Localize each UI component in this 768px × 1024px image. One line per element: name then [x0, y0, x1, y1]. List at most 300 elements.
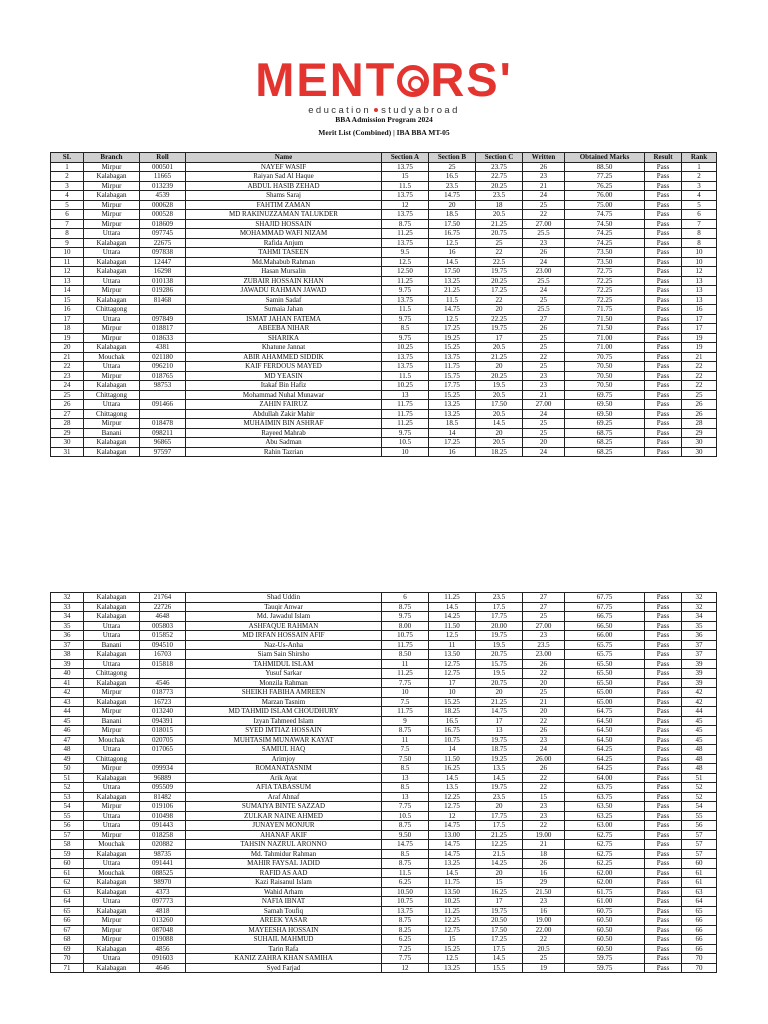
table-cell: 70.50 [565, 362, 645, 372]
table-cell: 018015 [140, 726, 186, 736]
table-cell: 9.75 [382, 286, 429, 296]
table-cell: 27.00 [523, 219, 565, 229]
table-cell: 76.25 [565, 181, 645, 191]
table-cell: 13 [682, 286, 717, 296]
table-cell: Pass [645, 602, 682, 612]
table-cell [140, 390, 186, 400]
table-cell: 13.75 [429, 352, 476, 362]
table-row [51, 963, 717, 973]
table-cell: 38 [51, 650, 84, 660]
table-cell: 097849 [140, 314, 186, 324]
table-cell: 11.50 [429, 621, 476, 631]
table-cell: Mouchak [84, 352, 140, 362]
table-cell: 23 [523, 897, 565, 907]
table-cell: 68.25 [565, 438, 645, 448]
table-cell: TAHMI TASEEN [186, 248, 382, 258]
table-cell: Pass [645, 887, 682, 897]
table-cell: 65.50 [565, 659, 645, 669]
table-cell: 58 [51, 840, 84, 850]
table-row [51, 324, 717, 334]
table-cell: 71.00 [565, 333, 645, 343]
table-row [51, 172, 717, 182]
table-cell: 19 [51, 333, 84, 343]
table-cell: FAHTIM ZAMAN [186, 200, 382, 210]
table-cell: 12.5 [429, 238, 476, 248]
table-cell: Pass [645, 688, 682, 698]
table-cell: 12 [51, 267, 84, 277]
table-cell: 26 [523, 726, 565, 736]
table-row [51, 305, 717, 315]
column-header: Result [645, 153, 682, 163]
table-cell: 64.50 [565, 716, 645, 726]
table-cell: 74.75 [565, 210, 645, 220]
table-row [51, 954, 717, 964]
table-cell: 56 [51, 821, 84, 831]
table-cell: 45 [682, 716, 717, 726]
table-cell: 13.75 [382, 362, 429, 372]
table-cell: 35 [682, 621, 717, 631]
table-cell: 24 [523, 286, 565, 296]
table-cell: 73.50 [565, 257, 645, 267]
table-cell: 13 [382, 792, 429, 802]
table-row [51, 428, 717, 438]
table-cell: 7 [682, 219, 717, 229]
table-cell: 16 [429, 447, 476, 457]
table-cell: 13.25 [429, 409, 476, 419]
table-cell: Shams Saraj [186, 191, 382, 201]
table-cell: 45 [51, 716, 84, 726]
table-cell: 53 [51, 792, 84, 802]
table-cell: 76.00 [565, 191, 645, 201]
table-cell: 27 [523, 602, 565, 612]
table-cell: 7.75 [382, 678, 429, 688]
table-cell: 8.00 [382, 621, 429, 631]
table-cell: 66 [682, 916, 717, 926]
table-row [51, 830, 717, 840]
table-cell: Abu Sadman [186, 438, 382, 448]
table-cell: 013240 [140, 707, 186, 717]
table-cell: Pass [645, 621, 682, 631]
table-cell: 71.00 [565, 343, 645, 353]
table-cell: 20.25 [476, 181, 523, 191]
table-cell: 33 [51, 602, 84, 612]
table-cell: Rafida Anjum [186, 238, 382, 248]
table-cell: Uttara [84, 621, 140, 631]
table-cell: 16723 [140, 697, 186, 707]
table-cell: 23.5 [429, 181, 476, 191]
table-cell: 13 [682, 276, 717, 286]
table-cell: Banani [84, 716, 140, 726]
table-cell: 018258 [140, 830, 186, 840]
table-cell: 59 [51, 849, 84, 859]
table-cell: 64.25 [565, 754, 645, 764]
table-cell: 18.25 [429, 707, 476, 717]
table-cell: 11.75 [382, 707, 429, 717]
column-header: Section B [429, 153, 476, 163]
table-cell: 020882 [140, 840, 186, 850]
table-cell: 23 [523, 631, 565, 641]
table-cell: 14.25 [476, 859, 523, 869]
table-row [51, 897, 717, 907]
table-cell: Pass [645, 640, 682, 650]
table-cell: 18 [51, 324, 84, 334]
table-cell: AFIA TABASSUM [186, 783, 382, 793]
table-cell: 81482 [140, 792, 186, 802]
table-cell: Pass [645, 371, 682, 381]
table-cell: 11.5 [382, 868, 429, 878]
table-row [51, 764, 717, 774]
table-row [51, 707, 717, 717]
table-cell: 16.75 [429, 726, 476, 736]
table-cell: MUHAIMIN BIN ASHRAF [186, 419, 382, 429]
table-row [51, 229, 717, 239]
table-cell: 30 [682, 438, 717, 448]
table-cell: 097838 [140, 248, 186, 258]
table-cell: 15.75 [429, 371, 476, 381]
table-cell: 74.25 [565, 229, 645, 239]
table-cell: 10.5 [382, 811, 429, 821]
table-cell: Izyan Tahmeed Islam [186, 716, 382, 726]
table-cell: 091443 [140, 821, 186, 831]
table-cell: 70.50 [565, 381, 645, 391]
table-cell: Monzila Rahman [186, 678, 382, 688]
table-cell: Kalabagan [84, 878, 140, 888]
table-cell: 21.25 [476, 830, 523, 840]
table-cell: 64.75 [565, 707, 645, 717]
table-cell: 7.75 [382, 954, 429, 964]
table-cell: 25 [523, 333, 565, 343]
table-cell: 16 [523, 868, 565, 878]
table-row [51, 438, 717, 448]
table-cell: Pass [645, 859, 682, 869]
table-cell: 087048 [140, 925, 186, 935]
table-cell: 17 [682, 314, 717, 324]
table-cell: Kalabagan [84, 381, 140, 391]
table-cell: Kalabagan [84, 887, 140, 897]
table-cell: 13.00 [429, 830, 476, 840]
table-cell: 21.25 [476, 352, 523, 362]
table-row [51, 944, 717, 954]
table-cell: 25 [523, 362, 565, 372]
table-cell: 17 [682, 324, 717, 334]
column-header: Branch [84, 153, 140, 163]
table-cell: Pass [645, 438, 682, 448]
table-cell: 52 [682, 783, 717, 793]
table-cell: 66 [682, 925, 717, 935]
table-cell: TAHSIN NAZRUL ARONNO [186, 840, 382, 850]
table-cell: SUHAIL MAHMUD [186, 935, 382, 945]
table-cell: 8.75 [382, 726, 429, 736]
table-cell: 64.00 [565, 773, 645, 783]
table-cell: 69.25 [565, 419, 645, 429]
table-cell: 24 [523, 409, 565, 419]
table-cell: 8.5 [382, 324, 429, 334]
table-cell: Pass [645, 773, 682, 783]
table-cell: KANIZ ZAHRA KHAN SAMIHA [186, 954, 382, 964]
table-cell: 65.75 [565, 640, 645, 650]
table-cell: 45 [682, 735, 717, 745]
table-cell: Pass [645, 697, 682, 707]
table-cell: 17.5 [476, 602, 523, 612]
table-row [51, 802, 717, 812]
table-cell: Md. Jawadul Islam [186, 612, 382, 622]
column-header: Rank [682, 153, 717, 163]
table-cell: 30 [51, 438, 84, 448]
table-cell: 11.25 [382, 229, 429, 239]
table-row [51, 773, 717, 783]
table-row [51, 162, 717, 172]
table-row [51, 286, 717, 296]
table-cell: 015818 [140, 659, 186, 669]
table-cell: 17.5 [476, 821, 523, 831]
table-row [51, 640, 717, 650]
table-cell: 23 [523, 811, 565, 821]
table-cell: JUNAYEN MONJUR [186, 821, 382, 831]
table-cell: 22 [523, 821, 565, 831]
table-cell: 8.75 [382, 821, 429, 831]
table-row [51, 859, 717, 869]
table-cell: 64.50 [565, 735, 645, 745]
table-cell: 48 [682, 754, 717, 764]
table-cell: Pass [645, 428, 682, 438]
table-cell: 088525 [140, 868, 186, 878]
table-cell: 34 [682, 612, 717, 622]
table-cell: 018773 [140, 688, 186, 698]
table-cell: Pass [645, 305, 682, 315]
table-cell: Uttara [84, 229, 140, 239]
table-cell: 19.00 [523, 916, 565, 926]
table-cell: 13.25 [429, 400, 476, 410]
table-cell: 14.75 [429, 821, 476, 831]
column-header: Name [186, 153, 382, 163]
table-cell: 71.50 [565, 324, 645, 334]
table-cell: 10.25 [382, 381, 429, 391]
table-cell: 24 [523, 191, 565, 201]
table-cell: 9 [51, 238, 84, 248]
table-row [51, 906, 717, 916]
table-cell: 69.50 [565, 409, 645, 419]
table-cell: 14.5 [429, 773, 476, 783]
table-cell: 60.50 [565, 935, 645, 945]
table-cell: 12.5 [382, 257, 429, 267]
table-cell: Raiyan Sad Al Haque [186, 172, 382, 182]
table-cell: 23.5 [523, 640, 565, 650]
table-cell: Pass [645, 735, 682, 745]
table-cell: 21.25 [476, 219, 523, 229]
table-cell: 12.25 [429, 916, 476, 926]
table-row [51, 419, 717, 429]
table-cell: 20 [523, 678, 565, 688]
table-cell: 25.5 [523, 305, 565, 315]
table-cell: Uttara [84, 400, 140, 410]
column-header: SL [51, 153, 84, 163]
table-cell: MOHAMMAD WAFI NIZAM [186, 229, 382, 239]
table-cell: 6.25 [382, 935, 429, 945]
table-cell: Mirpur [84, 210, 140, 220]
table-cell: 96889 [140, 773, 186, 783]
table-cell: Mirpur [84, 181, 140, 191]
table-cell: Pass [645, 276, 682, 286]
table-cell: 013260 [140, 916, 186, 926]
table-cell: 11.25 [429, 906, 476, 916]
table-cell: Pass [645, 400, 682, 410]
table-cell: 27 [523, 314, 565, 324]
table-cell: MD YEASIN [186, 371, 382, 381]
table-row [51, 276, 717, 286]
table-cell: 10.75 [382, 631, 429, 641]
table-cell: 11.25 [382, 669, 429, 679]
table-row [51, 352, 717, 362]
logo-wordmark: MENT RS' [255, 53, 513, 106]
table-row [51, 688, 717, 698]
table-cell: 23 [523, 735, 565, 745]
table-row [51, 621, 717, 631]
table-cell: 018765 [140, 371, 186, 381]
table-cell: 091603 [140, 954, 186, 964]
table-cell: 12.75 [429, 669, 476, 679]
table-cell: 23 [523, 371, 565, 381]
table-cell: Mirpur [84, 333, 140, 343]
table-cell [140, 669, 186, 679]
table-cell: Pass [645, 659, 682, 669]
table-cell: Md.Mahabub Rahman [186, 257, 382, 267]
table-cell: 57 [682, 849, 717, 859]
table-cell: 74.50 [565, 219, 645, 229]
table-cell: Kalabagan [84, 792, 140, 802]
table-cell [140, 305, 186, 315]
table-cell: 14.5 [476, 954, 523, 964]
table-cell: 29 [682, 428, 717, 438]
table-cell: 11.25 [382, 419, 429, 429]
table-cell: Pass [645, 821, 682, 831]
table-cell: Pass [645, 707, 682, 717]
table-row [51, 811, 717, 821]
table-cell: Chittagong [84, 390, 140, 400]
table-cell: 15.5 [476, 963, 523, 973]
table-cell: 5 [51, 200, 84, 210]
table-cell: 9.75 [382, 428, 429, 438]
table-cell: 63 [51, 887, 84, 897]
table-cell: 44 [51, 707, 84, 717]
table-cell: 12.75 [429, 802, 476, 812]
table-cell: Mirpur [84, 830, 140, 840]
table-cell: 26 [523, 248, 565, 258]
table-cell: 20.5 [523, 944, 565, 954]
table-cell: 48 [682, 764, 717, 774]
table-cell: 010498 [140, 811, 186, 821]
table-cell: Pass [645, 764, 682, 774]
table-cell: 22 [523, 716, 565, 726]
table-row [51, 716, 717, 726]
table-cell: Pass [645, 935, 682, 945]
table-cell: 19.75 [476, 631, 523, 641]
table-cell: 8 [682, 238, 717, 248]
table-cell: 71.75 [565, 305, 645, 315]
table-cell: 63.25 [565, 811, 645, 821]
table-cell: 19.00 [523, 830, 565, 840]
table-cell: 62.75 [565, 849, 645, 859]
table-cell: Mirpur [84, 925, 140, 935]
table-cell: Kalabagan [84, 697, 140, 707]
table-cell: 13.75 [382, 210, 429, 220]
table-cell: Mouchak [84, 840, 140, 850]
table-cell: 000501 [140, 162, 186, 172]
table-cell: Md. Tahmidur Rahman [186, 849, 382, 859]
logo-tagline: education studyabroad [308, 105, 460, 116]
table-cell: Pass [645, 267, 682, 277]
table-cell: Arimjoy [186, 754, 382, 764]
table-cell: MUHTASIM MUNAWAR KAYAT [186, 735, 382, 745]
table-cell: 65.00 [565, 688, 645, 698]
table-cell: 8.5 [382, 764, 429, 774]
table-cell: 55 [51, 811, 84, 821]
table-cell: 097773 [140, 897, 186, 907]
table-cell: Itakaf Bin Hafiz [186, 381, 382, 391]
table-cell: Tarin Rafa [186, 944, 382, 954]
table-cell: 018817 [140, 324, 186, 334]
table-cell: RAFID AS AAD [186, 868, 382, 878]
table-cell: 18 [476, 200, 523, 210]
table-cell: 18 [523, 849, 565, 859]
table-cell: 3 [682, 181, 717, 191]
table-cell: Pass [645, 229, 682, 239]
table-cell: 21.25 [476, 697, 523, 707]
table-cell: 20 [476, 305, 523, 315]
table-cell: 14.25 [429, 612, 476, 622]
table-cell: 20 [51, 343, 84, 353]
table-cell: 13 [51, 276, 84, 286]
table-cell: Pass [645, 802, 682, 812]
table-row [51, 267, 717, 277]
table-row [51, 678, 717, 688]
table-cell: 15 [476, 878, 523, 888]
table-cell: 66.75 [565, 612, 645, 622]
table-cell: 10.5 [382, 438, 429, 448]
table-cell: Pass [645, 811, 682, 821]
table-cell: ROMANATASNIM [186, 764, 382, 774]
table-cell: 11.5 [382, 305, 429, 315]
table-cell: 8 [682, 229, 717, 239]
table-cell: Pass [645, 181, 682, 191]
table-cell: 013239 [140, 181, 186, 191]
table-cell: 24 [523, 257, 565, 267]
table-cell: 10 [382, 688, 429, 698]
table-cell: 25 [51, 390, 84, 400]
table-cell: 63.50 [565, 802, 645, 812]
table-cell: 16.5 [429, 716, 476, 726]
table-cell: Pass [645, 238, 682, 248]
table-cell: 25 [523, 688, 565, 698]
table-cell: 20 [429, 200, 476, 210]
table-cell: Kalabagan [84, 602, 140, 612]
table-cell: 4381 [140, 343, 186, 353]
table-cell: 45 [682, 726, 717, 736]
table-cell: 7.50 [382, 754, 429, 764]
table-cell: Mirpur [84, 286, 140, 296]
table-row [51, 333, 717, 343]
table-cell: 8.75 [382, 219, 429, 229]
column-header: Obtained Marks [565, 153, 645, 163]
table-cell: Syed Farjad [186, 963, 382, 973]
table-cell: 14 [429, 428, 476, 438]
table-cell: 66.50 [565, 621, 645, 631]
table-cell: 23 [523, 172, 565, 182]
table-cell: Pass [645, 219, 682, 229]
table-cell: 39 [682, 669, 717, 679]
table-cell: 20 [476, 868, 523, 878]
table-cell: 11.75 [382, 640, 429, 650]
table-cell: 7.5 [382, 745, 429, 755]
